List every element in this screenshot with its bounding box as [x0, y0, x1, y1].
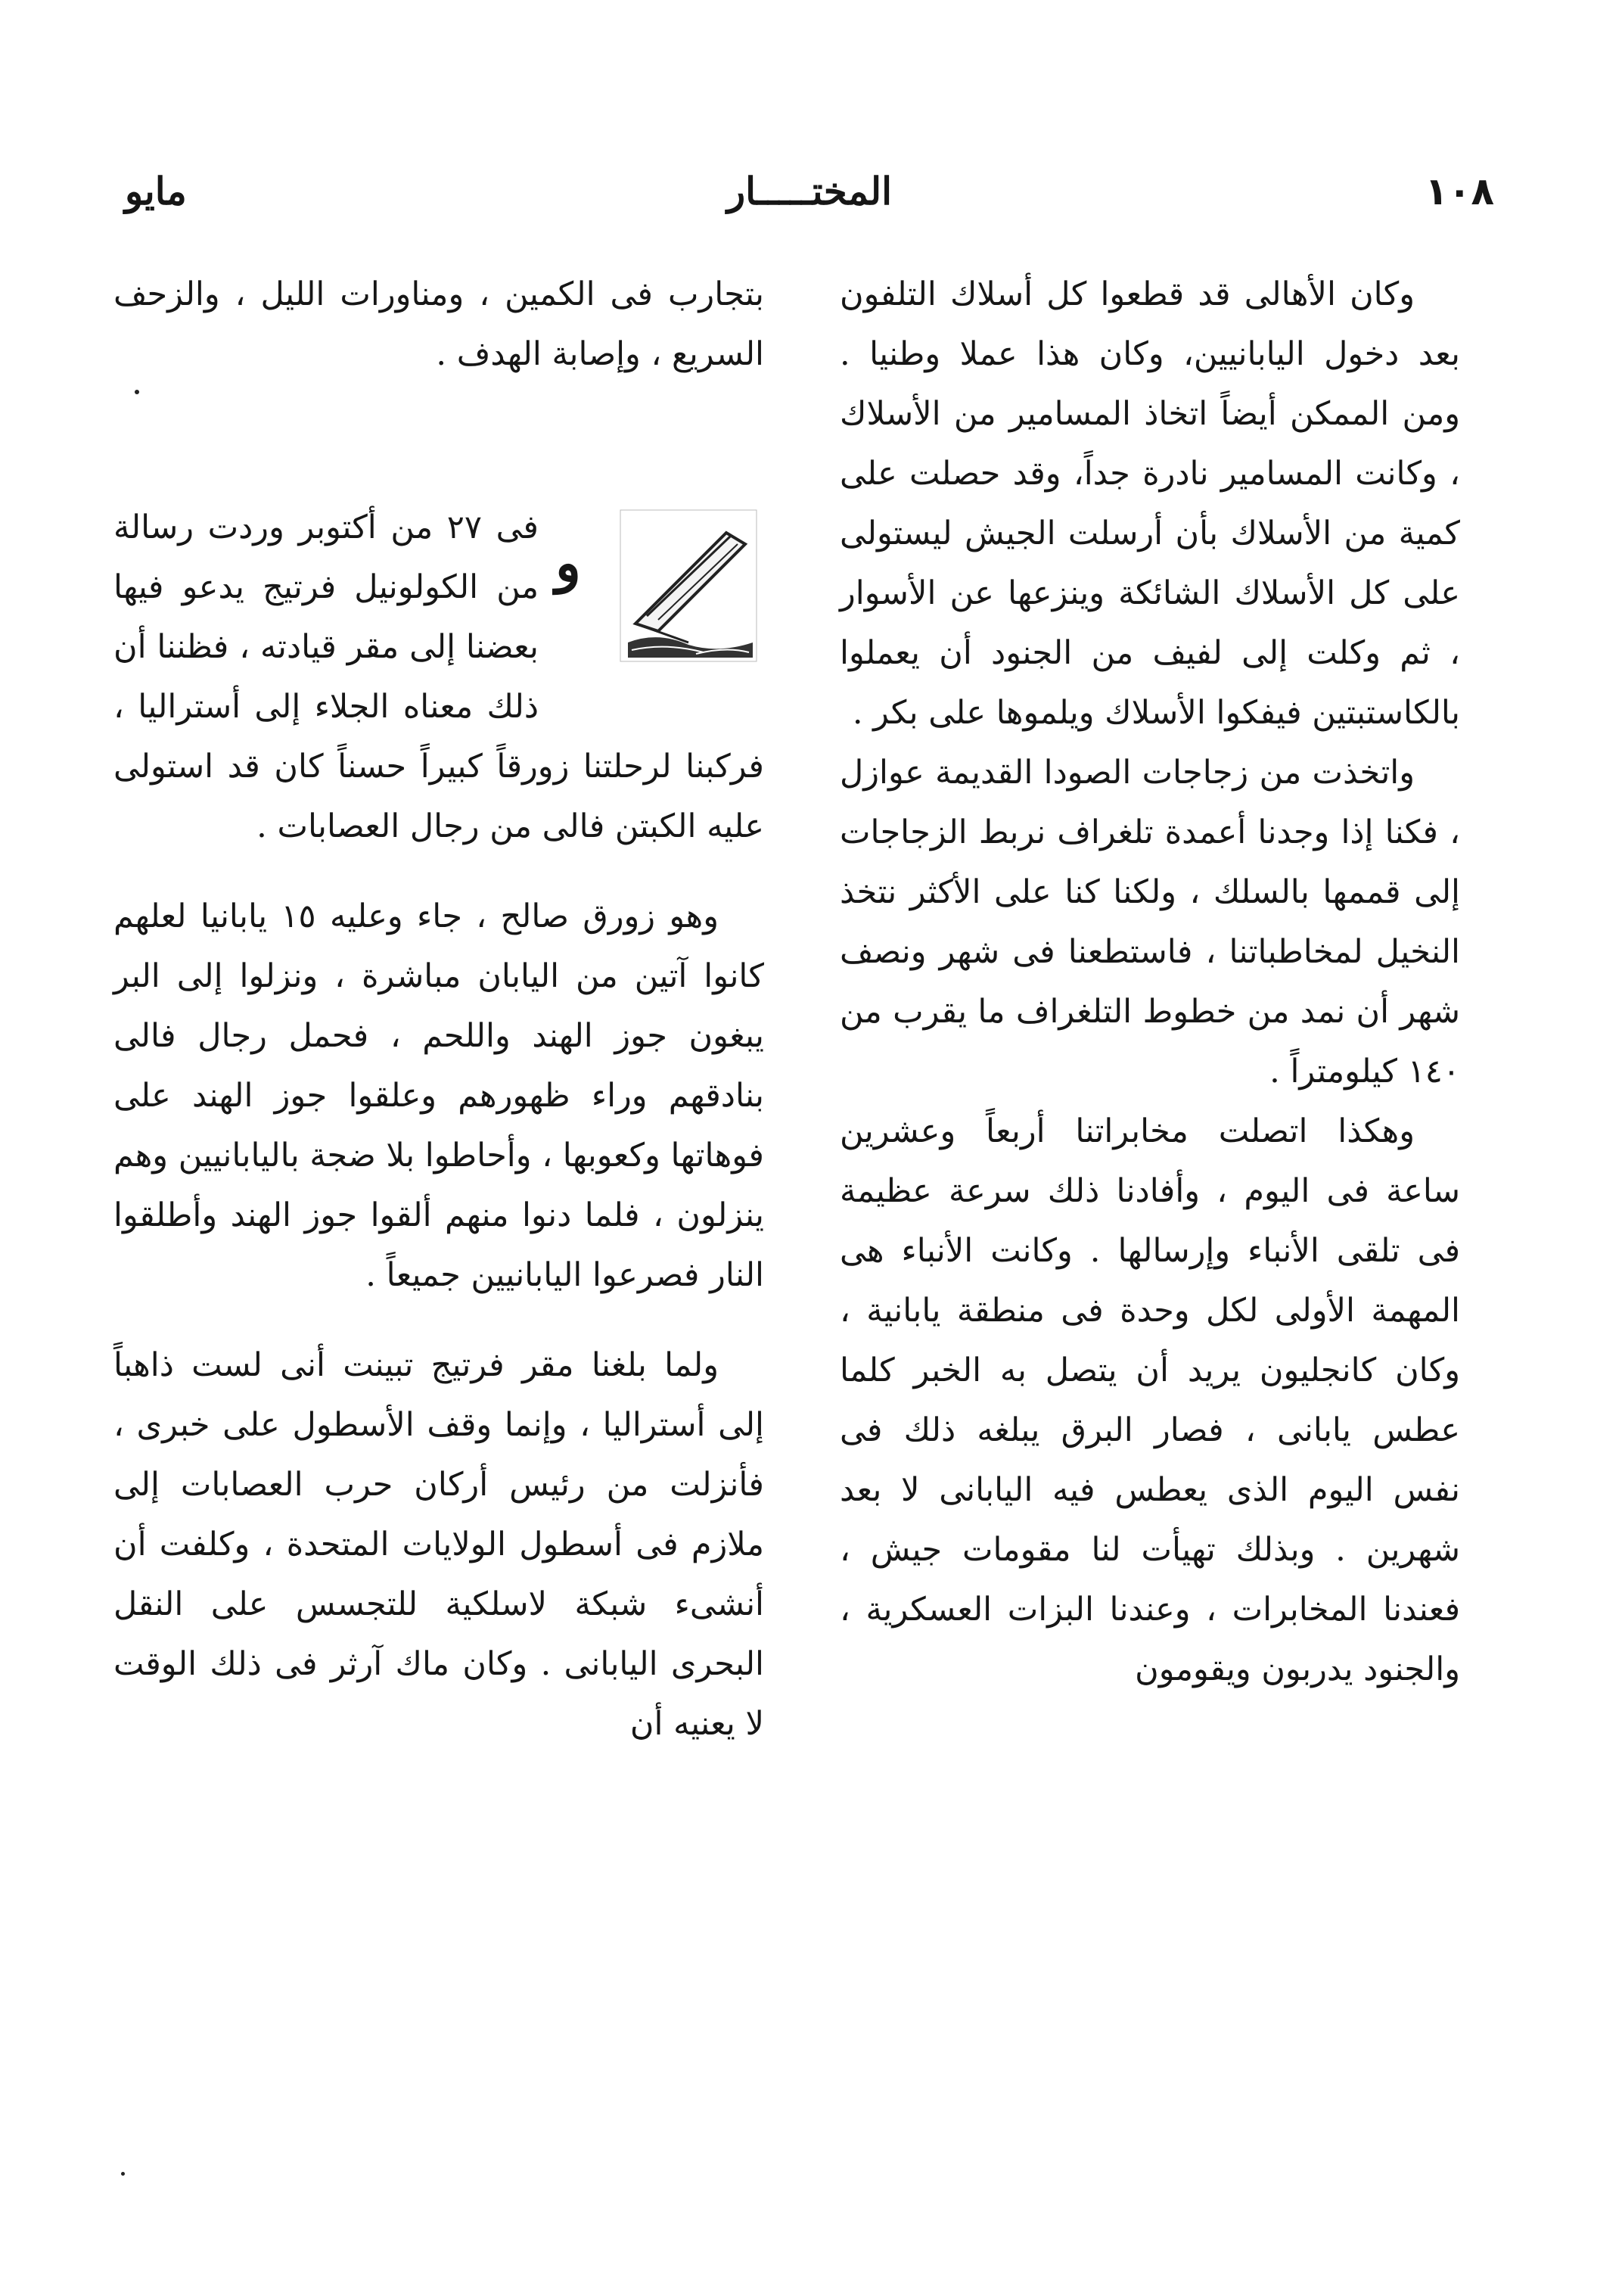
page-header [113, 157, 1505, 226]
paragraph: وكان الأهالى قد قطعوا كل أسلاك التلفون بعد دخول اليابانيين، وكان هذا عملا وطنيا . ومن الممكن أيضاً اتخاذ المسامير من الأسلاك ، وكانت المسامير نادرة جداً، وقد حصلت على كمية من الأسلاك بأن أرسلت الجيش ليستولى على كل الأسلاك الشائكة وينزعها عن الأسوار ، ثم وكلت إلى لفيف من الجنود أن يعملوا بالكاستبتين فيفكوا الأسلاك ويلموها على بكر . [840, 275, 1460, 732]
header-title: المختـــــار [726, 169, 893, 213]
page-number: ١٠٨ [1425, 170, 1494, 213]
drop-cap-letter: و [555, 531, 581, 594]
paragraph: ولما بلغنا مقر فرتيج تبينت أنى لست ذاهباً إلى أستراليا ، وإنما وقف الأسطول على خبرى ، فأنزلت من رئيس أركان حرب العصابات إلى ملازم فى أسطول الولايات المتحدة ، وكلفت أن أنشىء شبكة لاسلكية للتجسس على النقل البحرى اليابانى . وكان ماك آرثر فى ذلك الوقت لا يعنيه أن [113, 1346, 764, 1743]
paragraph: واتخذت من زجاجات الصودا القديمة عوازل ، فكنا إذا وجدنا أعمدة تلغراف نربط الزجاجات إلى قممها بالسلك ، ولكنا كنا على الأكثر نتخذ النخيل لمخاطباتنا ، فاستطعنا فى شهر ونصف شهر أن نمد من خطوط التلغراف ما يقرب من ١٤٠ كيلومتراً . [840, 754, 1460, 1090]
print-speck [135, 390, 139, 394]
drop-cap-block [552, 502, 764, 677]
right-column [840, 265, 1460, 1700]
paragraph: بتجارب فى الكمين ، ومناورات الليل ، والزحف السريع ، وإصابة الهدف . [113, 275, 764, 373]
print-speck [121, 2172, 125, 2176]
sailing-ship-icon [613, 502, 764, 669]
paragraph: وهو زورق صالح ، جاء وعليه ١٥ يابانيا لعلهم كانوا آتين من اليابان مباشرة ، ونزلوا إلى البر يبغون جوز الهند واللحم ، فحمل رجال فالى بنادقهم وراء ظهورهم وعلقوا جوز الهند على فوهاتها وكعوبها ، وأحاطوا بلا ضجة باليابانيين وهم ينزلون ، فلما دنوا منهم ألقوا جوز الهند وأطلقوا النار فصرعوا اليابانيين جميعاً . [113, 898, 764, 1294]
paragraph: فى ٢٧ من أكتوبر وردت رسالة من الكولونيل فرتيج يدعو فيها بعضنا إلى مقر قيادته ، فظننا أن ذلك معناه الجلاء إلى أستراليا ، فركبنا لرحلتنا زورقاً كبيراً حسناً كان قد استولى عليه الكبتن فالى من رجال العصابات . [113, 509, 764, 845]
left-column [113, 265, 764, 1754]
header-month: مايو [125, 169, 187, 213]
paragraph: وهكذا اتصلت مخابراتنا أربعاً وعشرين ساعة فى اليوم ، وأفادنا ذلك سرعة عظيمة فى تلقى الأنباء وإرسالها . وكانت الأنباء هى المهمة الأولى لكل وحدة فى منطقة يابانية ، وكان كانجليون يريد أن يتصل به الخبر كلما عطس يابانى ، فصار البرق يبلغه ذلك فى نفس اليوم الذى يعطس فيه اليابانى لا بعد شهرين . وبذلك تهيأت لنا مقومات جيش ، فعندنا المخابرات ، وعندنا البزات العسكرية ، والجنود يدربون ويقومون [840, 1112, 1460, 1688]
